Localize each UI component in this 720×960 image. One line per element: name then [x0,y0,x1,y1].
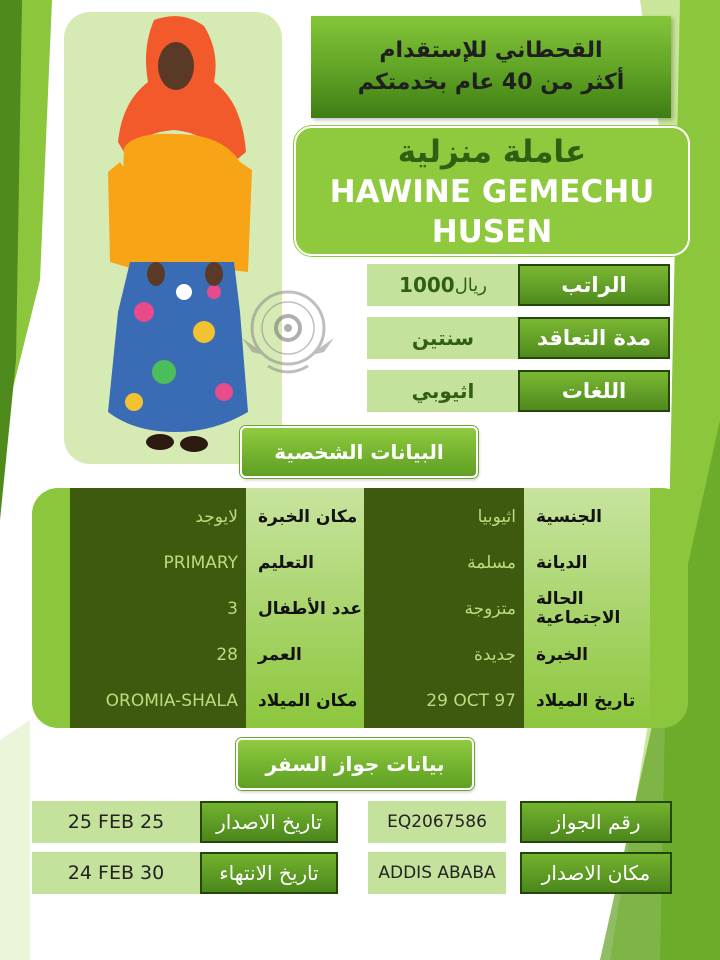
birth-place-value: OROMIA-SHALA [105,691,238,711]
worker-name: HAWINE GEMECHU HUSEN [329,174,655,250]
nationality-value: اثيوبيا [477,507,516,527]
contract-duration-value: سنتين [367,317,519,359]
passport-issue-place-label: مكان الاصدار [520,852,672,894]
passport-issue-date-value: 25 FEB 25 [32,801,200,843]
experience-place-value: لايوجد [195,507,238,527]
salary-amount: 1000 [399,273,455,297]
age-value: 28 [216,645,238,665]
experience-label: الخبرة [536,644,589,665]
languages-label: اللغات [518,370,670,412]
experience-place-label: مكان الخبرة [258,506,358,527]
job-title: عاملة منزلية [397,134,587,170]
passport-issue-date-label: تاريخ الاصدار [200,801,338,843]
experience-value: جديدة [474,645,516,665]
company-slogan: أكثر من 40 عام بخدمتكم [357,70,625,95]
contract-duration-label: مدة التعاقد [518,317,670,359]
salary-value [367,264,519,306]
company-banner [311,16,671,118]
marital-status-value: متزوجة [464,599,516,619]
passport-expiry-date-label: تاريخ الانتهاء [200,852,338,894]
worker-photo [64,12,282,464]
salary-label: الراتب [518,264,670,306]
job-title-box [294,126,690,256]
languages-value: اثيوبي [367,370,519,412]
salary-currency: ريال [454,274,487,296]
education-value: PRIMARY [163,553,238,573]
nationality-label: الجنسية [536,506,602,527]
passport-data-header: بيانات جواز السفر [236,738,474,790]
children-count-value: 3 [227,599,238,619]
birth-place-label: مكان الميلاد [258,690,358,711]
personal-data-panel [32,488,688,728]
religion-value: مسلمة [467,553,516,573]
birth-date-value: 29 OCT 97 [426,691,516,711]
marital-status-label: الحالة الاجتماعية [536,589,621,628]
personal-data-header: البيانات الشخصية [240,426,478,478]
passport-expiry-date-value: 24 FEB 30 [32,852,200,894]
company-seal-icon [238,282,338,380]
company-name: القحطاني للإستقدام [379,38,603,63]
passport-number-label: رقم الجواز [520,801,672,843]
religion-label: الديانة [536,552,588,573]
age-label: العمر [258,644,302,665]
children-count-label: عدد الأطفال [258,598,362,619]
passport-number-value: EQ2067586 [368,801,506,843]
passport-issue-place-value: ADDIS ABABA [368,852,506,894]
birth-date-label: تاريخ الميلاد [536,690,636,711]
education-label: التعليم [258,552,314,573]
